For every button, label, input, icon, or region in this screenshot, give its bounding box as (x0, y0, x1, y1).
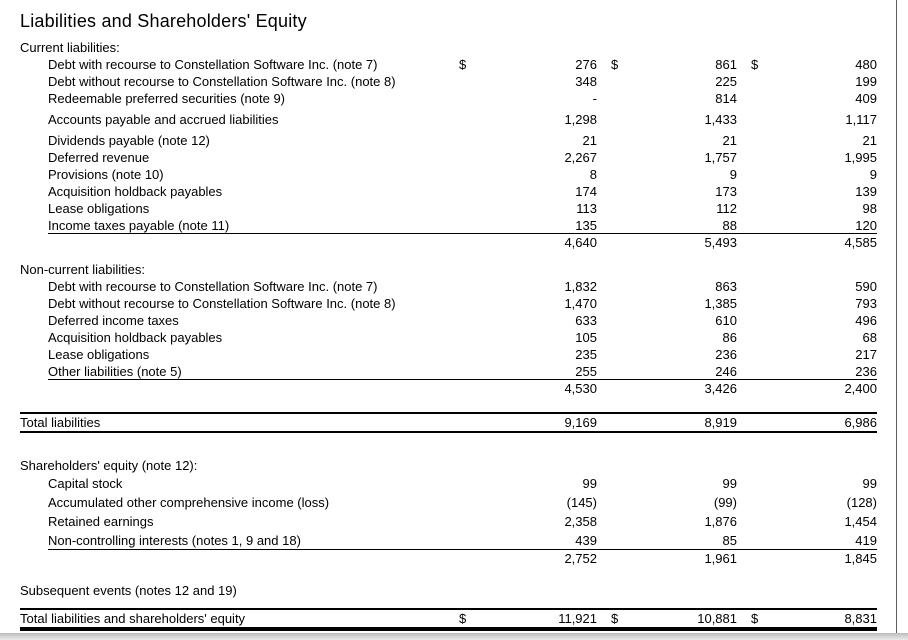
cell-value: 861 (715, 57, 737, 72)
cell-value: 793 (855, 296, 877, 311)
row-label: Retained earnings (48, 514, 154, 529)
cell-value: 610 (715, 313, 737, 328)
cell-value: 419 (855, 533, 877, 548)
table-row-item (20, 217, 877, 234)
cell-value: 113 (576, 201, 597, 216)
row-label: Debt without recourse to Constellation Software Inc. (note 8) (48, 296, 396, 311)
row-label: Shareholders' equity (note 12): (20, 458, 198, 473)
table-row-item (20, 56, 877, 73)
cell-value: 236 (715, 347, 737, 362)
table-row-item (20, 346, 877, 363)
cell-value: 98 (862, 201, 877, 216)
dollar-sign: $ (751, 611, 759, 626)
row-label: Accounts payable and accrued liabilities (48, 112, 279, 127)
table-row-item (20, 493, 877, 512)
row-label: Total liabilities (20, 415, 101, 430)
row-label: Deferred revenue (48, 150, 150, 165)
cell-value: 236 (855, 364, 877, 379)
cell-value: 496 (855, 313, 877, 328)
cell-value: 255 (575, 364, 597, 379)
cell-value: 2,752 (564, 551, 597, 566)
cell-value: - (592, 91, 597, 106)
row-spacer (20, 433, 877, 457)
cell-value: 1,961 (704, 551, 737, 566)
table-row-item (20, 90, 877, 107)
cell-value: (145) (566, 495, 597, 510)
cell-value: 5,493 (704, 235, 737, 250)
row-label: Acquisition holdback payables (48, 184, 223, 199)
cell-value: 11,921 (558, 611, 597, 626)
table-row-subtotal (20, 380, 877, 397)
table-row-section (20, 457, 877, 474)
cell-value: 120 (855, 218, 877, 233)
page-right-edge (896, 0, 897, 633)
cell-value: 1,470 (564, 296, 597, 311)
table-row-subtotal (20, 234, 877, 251)
table-row-item (20, 295, 877, 312)
dollar-sign: $ (459, 611, 467, 626)
cell-value: 99 (582, 476, 597, 491)
table-row-item (20, 73, 877, 90)
table-row-item (20, 531, 877, 550)
cell-value: 246 (715, 364, 737, 379)
row-label: Total liabilities and shareholders' equity (20, 611, 246, 626)
cell-value: 276 (575, 57, 597, 72)
cell-value: (128) (846, 495, 877, 510)
cell-value: 590 (855, 279, 877, 294)
row-label: Lease obligations (48, 347, 150, 362)
window-bottom-band (0, 633, 908, 640)
row-label: Debt without recourse to Constellation Software Inc. (note 8) (48, 74, 396, 89)
cell-value: 348 (575, 74, 597, 89)
dollar-sign: $ (459, 57, 467, 72)
cell-value: 409 (855, 91, 877, 106)
cell-value: 9,169 (564, 415, 597, 430)
cell-value: 1,117 (845, 112, 877, 127)
row-label: Current liabilities: (20, 40, 120, 55)
cell-value: 225 (715, 74, 737, 89)
cell-value: 99 (722, 476, 737, 491)
row-label: Debt with recourse to Constellation Software Inc. (note 7) (48, 57, 378, 72)
row-label: Redeemable preferred securities (note 9) (48, 91, 286, 106)
cell-value: 814 (715, 91, 737, 106)
page-title: Liabilities and Shareholders' Equity (20, 11, 307, 31)
cell-value: 1,832 (564, 279, 597, 294)
cell-value: 135 (575, 218, 597, 233)
cell-value: 1,433 (704, 112, 737, 127)
cell-value: 88 (722, 218, 737, 233)
row-label: Lease obligations (48, 201, 150, 216)
cell-value: 199 (855, 74, 877, 89)
cell-value: 3,426 (704, 381, 737, 396)
cell-value: 173 (715, 184, 737, 199)
row-label: Dividends payable (note 12) (48, 133, 210, 148)
cell-value: 174 (575, 184, 597, 199)
balance-sheet-table (20, 39, 877, 631)
cell-value: 105 (575, 330, 597, 345)
cell-value: 8,919 (704, 415, 737, 430)
table-row-total (20, 412, 877, 433)
cell-value: 1,845 (844, 551, 877, 566)
cell-value: 139 (855, 184, 877, 199)
statement-content (20, 0, 877, 631)
cell-value: 1,995 (844, 150, 877, 165)
cell-value: 1,454 (844, 514, 877, 529)
row-label: Acquisition holdback payables (48, 330, 223, 345)
table-row-section (20, 39, 877, 56)
cell-value: 863 (715, 279, 737, 294)
table-row-item (20, 278, 877, 295)
cell-value: 2,358 (564, 514, 597, 529)
table-row-subtotal (20, 550, 877, 567)
cell-value: 2,400 (844, 381, 877, 396)
cell-value: 217 (855, 347, 877, 362)
row-label: Non-current liabilities: (20, 262, 145, 277)
cell-value: 99 (862, 476, 877, 491)
cell-value: 480 (855, 57, 877, 72)
table-row-item (20, 329, 877, 346)
row-label: Debt with recourse to Constellation Software Inc. (note 7) (48, 279, 378, 294)
dollar-sign: $ (611, 57, 619, 72)
table-row-item (20, 512, 877, 531)
table-row-note (20, 582, 877, 599)
cell-value: 1,876 (704, 514, 737, 529)
table-row-item (20, 474, 877, 493)
table-row-item (20, 149, 877, 166)
cell-value: 21 (722, 133, 737, 148)
cell-value: 86 (722, 330, 737, 345)
cell-value: 68 (862, 330, 877, 345)
cell-value: 21 (582, 133, 597, 148)
table-row-item (20, 166, 877, 183)
cell-value: 1,757 (704, 150, 737, 165)
table-row-item (20, 312, 877, 329)
cell-value: 10,881 (697, 611, 737, 626)
cell-value: 4,640 (564, 235, 597, 250)
row-label: Other liabilities (note 5) (48, 364, 182, 379)
dollar-sign: $ (751, 57, 759, 72)
cell-value: 8 (589, 167, 597, 182)
cell-value: 85 (722, 533, 737, 548)
cell-value: 2,267 (564, 150, 597, 165)
table-row-item (20, 363, 877, 380)
row-label: Provisions (note 10) (48, 167, 164, 182)
row-spacer (20, 599, 877, 608)
table-row-section (20, 261, 877, 278)
cell-value: 4,585 (844, 235, 877, 250)
cell-value: 8,831 (844, 611, 877, 626)
table-row-item (20, 132, 877, 149)
cell-value: 9 (729, 167, 737, 182)
row-label: Accumulated other comprehensive income (loss) (48, 495, 330, 510)
row-spacer (20, 251, 877, 261)
cell-value: 1,298 (564, 112, 597, 127)
row-spacer (20, 567, 877, 582)
cell-value: 6,986 (844, 415, 877, 430)
table-row-grandtotal (20, 608, 877, 631)
cell-value: 439 (575, 533, 597, 548)
cell-value: (99) (713, 495, 737, 510)
table-row-item (20, 183, 877, 200)
cell-value: 235 (575, 347, 597, 362)
cell-value: 21 (862, 133, 877, 148)
row-label: Capital stock (48, 476, 123, 491)
dollar-sign: $ (611, 611, 619, 626)
cell-value: 112 (716, 201, 737, 216)
row-label: Non-controlling interests (notes 1, 9 and 18) (48, 533, 301, 548)
cell-value: 1,385 (704, 296, 737, 311)
cell-value: 633 (575, 313, 597, 328)
row-label: Subsequent events (notes 12 and 19) (20, 583, 237, 598)
cell-value: 9 (869, 167, 877, 182)
row-label: Income taxes payable (note 11) (48, 218, 230, 233)
table-row-item (20, 111, 877, 128)
cell-value: 4,530 (564, 381, 597, 396)
row-label: Deferred income taxes (48, 313, 179, 328)
row-spacer (20, 397, 877, 412)
table-row-item (20, 200, 877, 217)
